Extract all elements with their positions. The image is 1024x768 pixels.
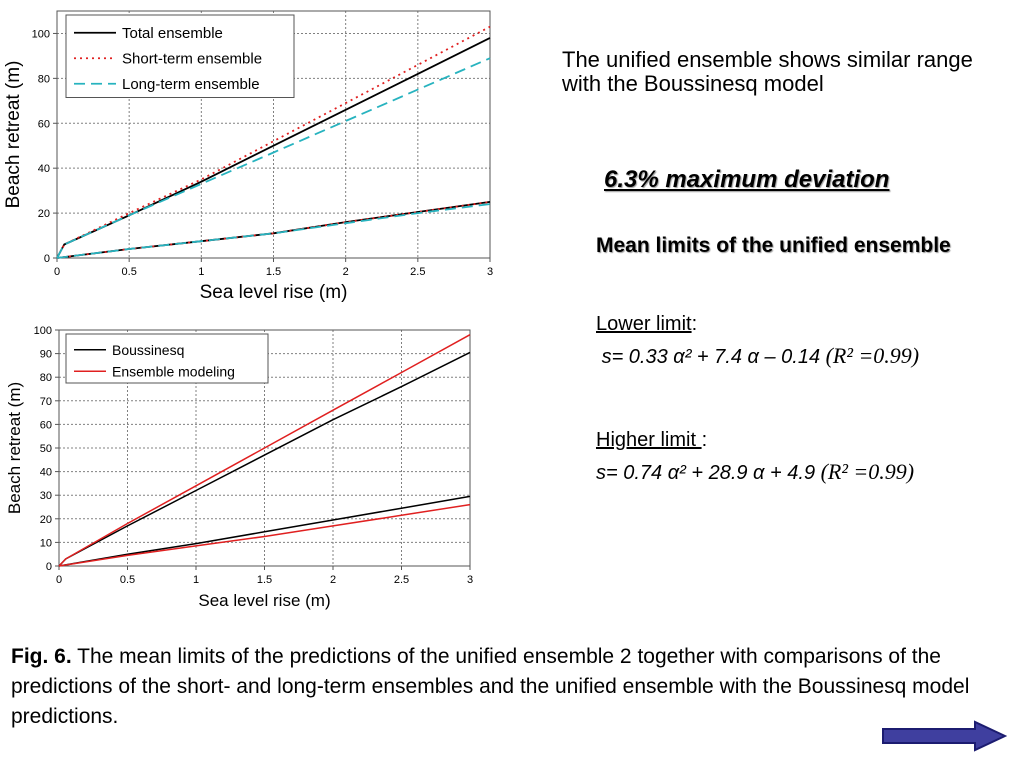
x-tick-label: 3 xyxy=(486,266,494,278)
x-tick-label: 2 xyxy=(342,266,349,278)
intro-text: The unified ensemble shows similar range with the Boussinesq model xyxy=(562,47,973,96)
lower-limit-r2: (R² =0.99) xyxy=(820,343,920,368)
legend-label: Ensemble modeling xyxy=(112,363,235,380)
bottom-chart xyxy=(0,316,490,622)
x-tick-label: 0 xyxy=(53,266,61,278)
y-tick-label: 40 xyxy=(39,466,52,479)
y-tick-label: 60 xyxy=(37,118,50,131)
higher-limit-block xyxy=(596,425,956,489)
lower-limit-equation: s= 0.33 α² + 7.4 α – 0.14 xyxy=(601,346,821,368)
y-tick-label: 50 xyxy=(39,443,52,455)
higher-limit-equation: s= 0.74 α² + 28.9 α + 4.9 xyxy=(596,462,816,484)
y-tick-label: 90 xyxy=(39,348,52,361)
x-axis-label: Sea level rise (m) xyxy=(198,591,331,610)
y-axis-label: Beach retreat (m) xyxy=(5,381,24,515)
x-axis-label: Sea level rise (m) xyxy=(199,282,348,303)
x-tick-label: 1.5 xyxy=(265,266,282,278)
y-axis-label: Beach retreat (m) xyxy=(3,60,24,209)
x-tick-label: 2 xyxy=(329,574,337,586)
legend-label: Total ensemble xyxy=(122,24,223,42)
y-tick-label: 60 xyxy=(39,419,52,432)
y-tick-label: 40 xyxy=(37,163,50,176)
top-chart xyxy=(0,0,510,312)
y-tick-label: 70 xyxy=(39,395,52,408)
x-tick-label: 1 xyxy=(198,266,205,278)
right-arrow-icon[interactable] xyxy=(881,720,1007,752)
higher-limit-r2: (R² =0.99) xyxy=(815,459,915,484)
lower-limit-block xyxy=(596,309,956,373)
caption-label: Fig. 6. xyxy=(11,645,72,668)
mean-limits-heading: Mean limits of the unified ensemble xyxy=(596,234,951,257)
lower-limit-colon: : xyxy=(691,313,698,335)
y-tick-label: 100 xyxy=(31,28,50,41)
x-tick-label: 1.5 xyxy=(256,574,273,586)
x-tick-label: 2.5 xyxy=(410,266,426,278)
higher-limit-title: Higher limit xyxy=(596,429,702,451)
x-tick-label: 1 xyxy=(192,574,200,586)
x-tick-label: 0.5 xyxy=(121,266,137,278)
caption-body: The mean limits of the predictions of the unified ensemble 2 together with comparisons of the predictions of the short- and long-term ensembles and the unified ensemble with the Boussinesq model predictions. xyxy=(11,645,970,728)
figure-caption xyxy=(11,642,1001,732)
y-tick-label: 0 xyxy=(45,561,52,573)
legend-label: Long-term ensemble xyxy=(122,75,260,93)
y-tick-label: 30 xyxy=(39,490,52,503)
y-tick-label: 20 xyxy=(37,208,50,221)
deviation-heading: 6.3% maximum deviation xyxy=(604,166,890,193)
legend-label: Short-term ensemble xyxy=(122,50,263,68)
y-tick-label: 20 xyxy=(39,513,52,526)
higher-limit-colon: : xyxy=(701,429,708,451)
y-tick-label: 80 xyxy=(39,372,52,385)
x-tick-label: 2.5 xyxy=(393,574,410,586)
lower-limit-title: Lower limit xyxy=(596,313,692,335)
x-tick-label: 0.5 xyxy=(119,574,136,586)
x-tick-label: 3 xyxy=(466,574,474,586)
legend-label: Boussinesq xyxy=(112,341,185,358)
y-tick-label: 0 xyxy=(43,253,50,265)
y-tick-label: 80 xyxy=(37,73,50,86)
x-tick-label: 0 xyxy=(55,574,63,586)
y-tick-label: 10 xyxy=(39,537,52,550)
y-tick-label: 100 xyxy=(33,325,52,337)
